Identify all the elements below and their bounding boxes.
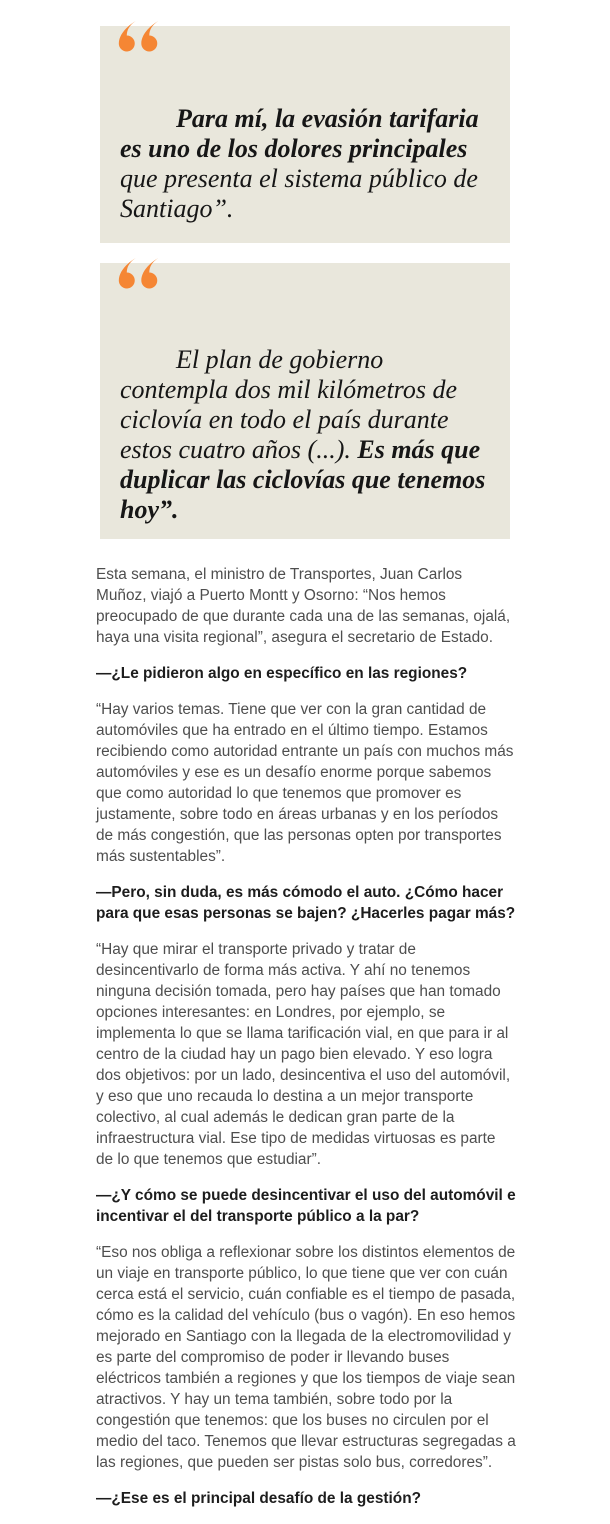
quote-segment: Es más que duplicar las ciclovías que tenemos hoy”. [120,435,486,524]
article-paragraph: “Hay que mirar el transporte privado y tratar de desincentivarlo de forma más activa. Y ahí no tenemos ninguna decisión tomada, pero hay países que han tomado opciones interesantes: en Londres, por ejemplo, se implementa lo que se llama tarificación vial, en que para ir al centro de la ciudad hay un pago bien elevado. Y eso logra dos objetivos: por un lado, desincentiva el uso del automóvil, y eso que uno recauda lo destina a un mejor transporte colectivo, al cual además le dedican gran parte de la infraestructura vial. Ese tipo de medidas virtuosas es parte de lo que tenemos que estudiar”. [96,941,511,1168]
open-double-quote-icon [116,19,161,53]
article-paragraph: “Hay varios temas. Tiene que ver con la gran cantidad de automóviles que ha entrado en el último tiempo. Estamos recibiendo como autoridad entrante un país con muchos más automóviles y ese es un desafío enorme porque sabemos que como autoridad lo que tenemos que promover es justamente, sobre todo en áreas urbanas y en los períodos de más congestión, que las personas opten por transportes más sustentables”. [96,701,514,865]
interview-question: —¿Ese es el principal desafío de la gestión? [96,1490,422,1507]
interview-question: —¿Y cómo se puede desincentivar el uso del automóvil e incentivar el del transporte público a la par? [96,1187,516,1225]
open-double-quote-icon [116,256,161,290]
quote-segment: Para mí, la evasión tarifaria es uno de los dolores principales [120,104,479,163]
pull-quote-text [120,104,490,224]
interview-body [96,564,516,1509]
pull-quote-text [120,345,490,525]
pull-quotes-section [0,0,610,539]
pull-quote-block [100,263,510,539]
interview-question: —¿Le pidieron algo en específico en las regiones? [96,665,468,682]
quote-segment: que presenta el sistema público de Santiago”. [120,164,478,223]
quote-segment: El plan de gobierno contempla dos mil kilómetros de ciclovía en todo el país durante estos cuatro años (...). [120,345,457,464]
article-paragraph: “Eso nos obliga a reflexionar sobre los distintos elementos de un viaje en transporte público, lo que tiene que ver con cuán cerca está el servicio, cuán confiable es el tiempo de pasada, cómo es la calidad del vehículo (bus o vagón). En eso hemos mejorado en Santiago con la llegada de la electromovilidad y es parte del compromiso de poder ir llevando buses eléctricos también a regiones y que los tiempos de viaje sean atractivos. Y hay un tema también, sobre todo por la congestión que tenemos: que los buses no circulen por el medio del taco. Tenemos que llevar estructuras segregadas a las regiones, que pueden ser pistas solo bus, corredores”. [96,1244,516,1471]
pull-quote-block [100,26,510,243]
interview-question: —Pero, sin duda, es más cómodo el auto. ¿Cómo hacer para que esas personas se bajen? ¿Hacerles pagar más? [96,884,516,922]
article-paragraph: Esta semana, el ministro de Transportes, Juan Carlos Muñoz, viajó a Puerto Montt y Osorno: “Nos hemos preocupado de que durante cada una de las semanas, ojalá, haya una visita regional”, asegura el secretario de Estado. [96,566,511,646]
